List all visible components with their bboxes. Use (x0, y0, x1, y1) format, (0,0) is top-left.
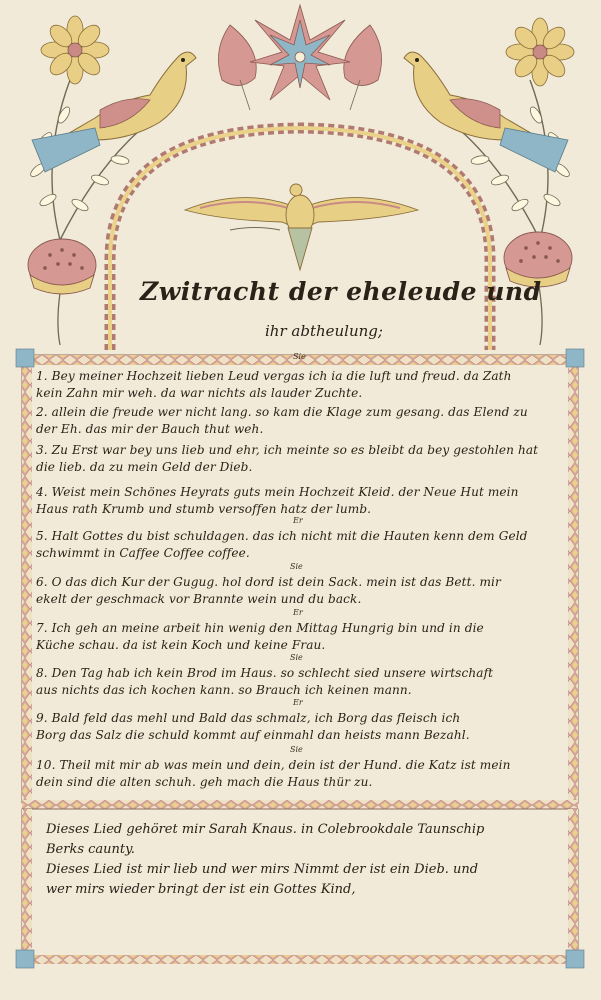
verse-line: 3. Zu Erst war bey uns lieb und ehr, ich meinte so es bleibt da bey gestohlen hat (36, 443, 539, 457)
verse (36, 484, 564, 518)
verse-line: Borg das Salz die schuld kommt auf einmahl dan heists mann Bezahl. (36, 728, 470, 742)
verse-line: 7. Ich geh an meine arbeit hin wenig den Mittag Hungrig bin und in die (36, 621, 484, 635)
verse-line: 9. Bald feld das mehl und Bald das schmalz, ich Borg das fleisch ich (36, 711, 461, 725)
verse-line: 4. Weist mein Schönes Heyrats guts mein Hochzeit Kleid. der Neue Hut mein (36, 485, 519, 499)
verse-line: aus nichts das ich kochen kann. so Brauch ich keinen mann. (36, 683, 412, 697)
footer-line: Dieses Lied gehöret mir Sarah Knaus. in Colebrookdale Taunschip (46, 822, 485, 837)
speaker-label: Sie (290, 653, 303, 662)
document-title: Zwitracht der eheleude und (140, 277, 542, 306)
verse (36, 368, 564, 402)
verse (36, 757, 564, 791)
speaker-label: Er (293, 698, 303, 707)
verse-line: dein sind die alten schuh. geh mach die Haus thür zu. (36, 775, 373, 789)
verse (36, 574, 564, 608)
verse-line: 1. Bey meiner Hochzeit lieben Leud vergas ich ia die luft und freud. da Zath (36, 369, 512, 383)
ownership-inscription (46, 820, 566, 900)
verse-line: die lieb. da zu mein Geld der Dieb. (36, 460, 253, 474)
footer-line: Berks caunty. (46, 842, 135, 857)
verse (36, 528, 564, 562)
verse-line: kein Zahn mir weh. da war nichts als lauder Zuchte. (36, 386, 363, 400)
verse (36, 620, 564, 654)
verse-line: 5. Halt Gottes du bist schuldagen. das ich nicht mit die Hauten kenn dem Geld (36, 529, 528, 543)
verse-line: 8. Den Tag hab ich kein Brod im Haus. so schlecht sied unsere wirtschaft (36, 666, 494, 680)
footer-line: Dieses Lied ist mir lieb und wer mirs Nimmt der ist ein Dieb. und (46, 862, 479, 877)
verse (36, 442, 564, 476)
verse-line: 6. O das dich Kur der Gugug. hol dord ist dein Sack. mein ist das Bett. mir (36, 575, 501, 589)
verse-line: 2. allein die freude wer nicht lang. so kam die Klage zum gesang. das Elend zu (36, 405, 528, 419)
verse (36, 665, 564, 699)
speaker-label: Sie (290, 562, 303, 571)
verse-line: 10. Theil mit mir ab was mein und dein, dein ist der Hund. die Katz ist mein (36, 758, 511, 772)
verse (36, 404, 564, 438)
verse-line: ekelt der geschmack vor Brannte wein und du back. (36, 592, 362, 606)
verse-line: Haus rath Krumb und stumb versoffen hatz der lumb. (36, 502, 372, 516)
verse-line: der Eh. das mir der Bauch thut weh. (36, 422, 264, 436)
verse-line: schwimmt in Caffee Coffee coffee. (36, 546, 250, 560)
speaker-label: Er (293, 516, 303, 525)
footer-line: wer mirs wieder bringt der ist ein Gottes Kind, (46, 882, 356, 897)
speaker-label: Er (293, 608, 303, 617)
document-subtitle: ihr abtheulung; (265, 322, 383, 340)
speaker-label: Sie (290, 745, 303, 754)
verse (36, 710, 564, 744)
speaker-label: Sie (293, 352, 306, 361)
verse-line: Küche schau. da ist kein Koch und keine Frau. (36, 638, 326, 652)
